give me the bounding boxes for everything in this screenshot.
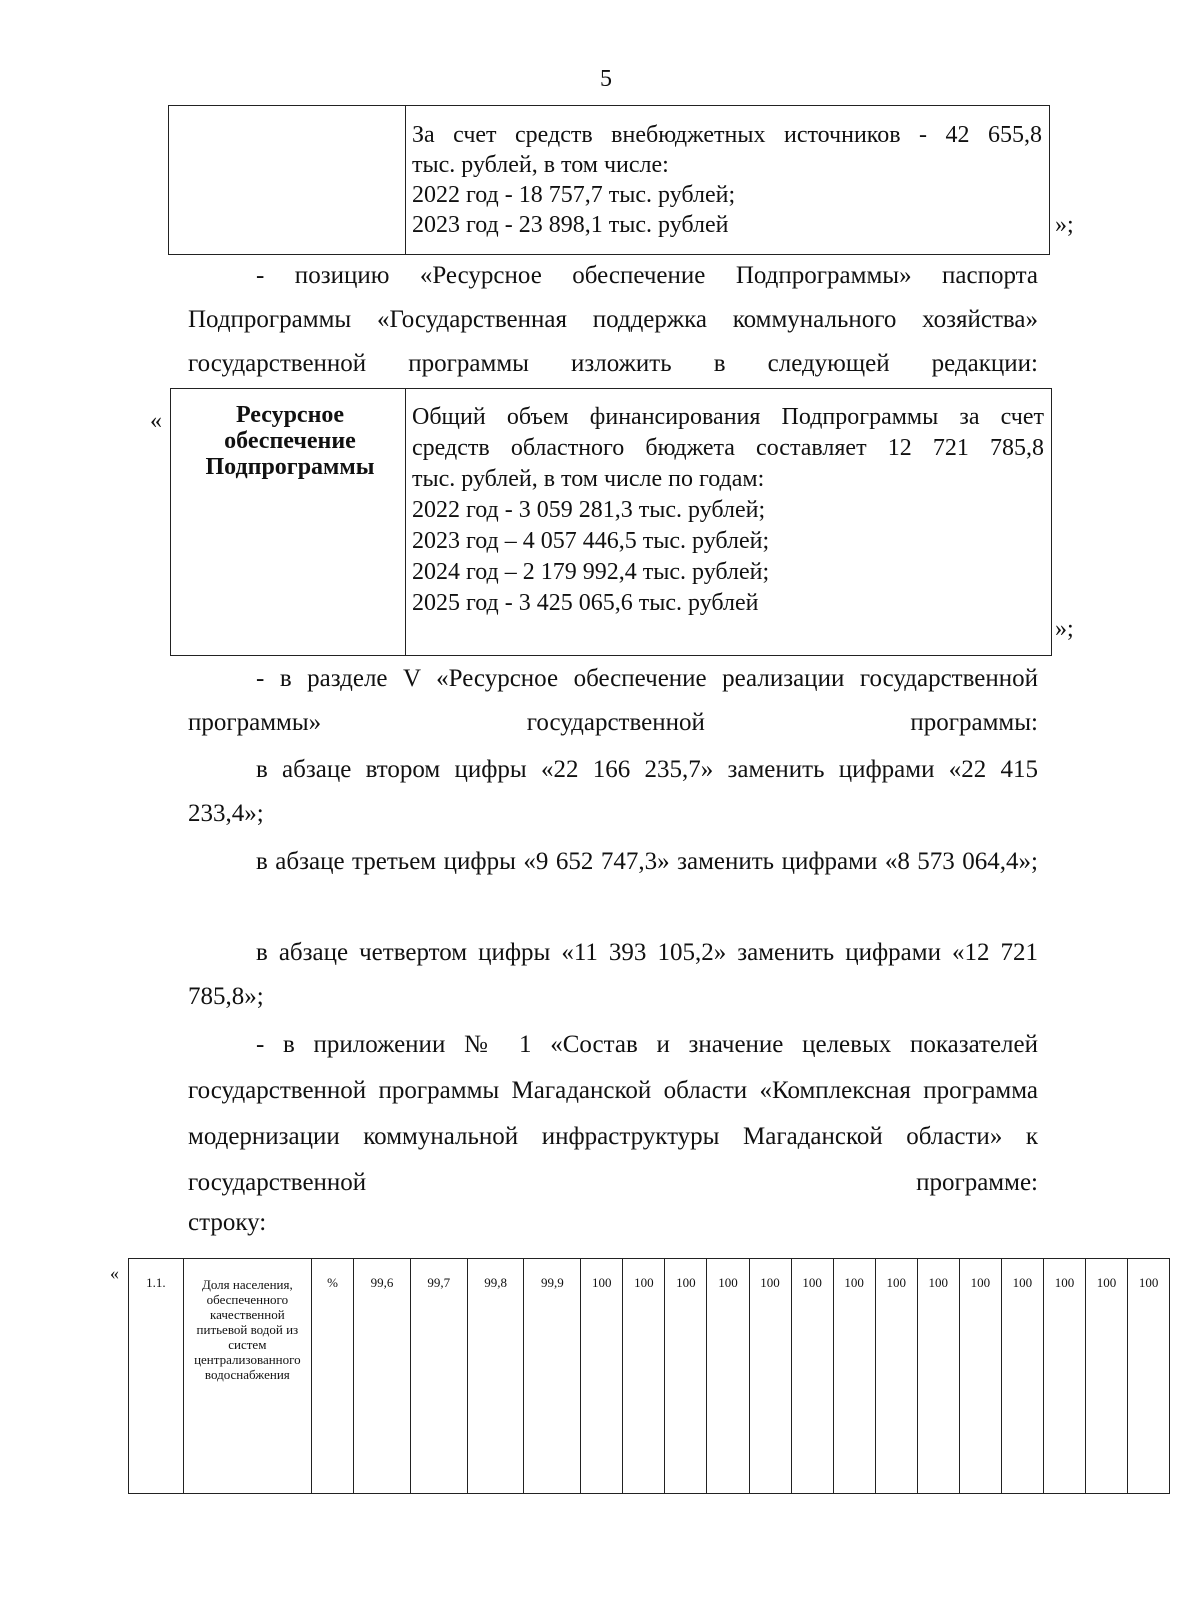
value-cell: 100 xyxy=(875,1259,917,1494)
paragraph-row: строку: xyxy=(188,1209,267,1236)
text-line: 2023 год – 4 057 446,5 тыс. рублей; xyxy=(412,528,770,554)
box-divider xyxy=(405,388,406,656)
close-quote: »; xyxy=(1055,212,1074,238)
value-cell: 100 xyxy=(581,1259,623,1494)
text-line: 2022 год - 18 757,7 тыс. рублей; xyxy=(412,182,736,208)
paragraph-appendix: - в приложении № 1 «Состав и значение целевых показателей государственной программы Магаданской области «Комплексная программа модернизации коммунальной инфраструктуры Магаданской области» к государственной программе: xyxy=(188,1031,1038,1196)
unit: % xyxy=(312,1259,354,1494)
text-line: тыс. рублей, в том числе: xyxy=(412,152,669,178)
text-line: 2022 год - 3 059 281,3 тыс. рублей; xyxy=(412,497,766,523)
value-cell: 100 xyxy=(707,1259,749,1494)
text-line: средств областного бюджета составляет 12 721 785,8 xyxy=(412,435,1044,461)
extrabudget-text xyxy=(412,120,1042,240)
paragraph-abzac-3: в абзаце третьем цифры «9 652 747,3» заменить цифрами «8 573 064,4»; xyxy=(256,848,1038,875)
value-cell: 100 xyxy=(1001,1259,1043,1494)
value-cell: 100 xyxy=(623,1259,665,1494)
resource-title: Ресурсное обеспечение Подпрограммы xyxy=(205,402,375,480)
row-number: 1.1. xyxy=(129,1259,184,1494)
value-cell: 100 xyxy=(959,1259,1001,1494)
value-cell: 100 xyxy=(749,1259,791,1494)
value-cell: 100 xyxy=(1043,1259,1085,1494)
subprogram-financing-text xyxy=(412,402,1044,619)
text-line: тыс. рублей, в том числе по годам: xyxy=(412,466,765,492)
text-line: 2024 год – 2 179 992,4 тыс. рублей; xyxy=(412,559,770,585)
text-line: 2023 год - 23 898,1 тыс. рублей xyxy=(412,212,729,238)
value-cell: 100 xyxy=(791,1259,833,1494)
text-line: За счет средств внебюджетных источников - 42 655,8 xyxy=(412,122,1042,148)
value-cell: 100 xyxy=(1086,1259,1128,1494)
value-cell: 99,7 xyxy=(410,1259,467,1494)
box-divider xyxy=(405,105,406,255)
close-quote: »; xyxy=(1055,616,1074,642)
paragraph-abzac-2: в абзаце втором цифры «22 166 235,7» заменить цифрами «22 415 233,4»; xyxy=(188,756,1038,827)
text-line: Общий объем финансирования Подпрограммы за счет xyxy=(412,404,1044,430)
open-quote: « xyxy=(110,1263,119,1283)
indicator-name: Доля населения, обеспеченного качественной питьевой водой из систем централизованного водоснабжения xyxy=(183,1259,311,1494)
table-row xyxy=(129,1259,1200,1494)
paragraph-position: - позицию «Ресурсное обеспечение Подпрограммы» паспорта Подпрограммы «Государственная поддержка коммунального хозяйства» государственной программы изложить в следующей редакции: xyxy=(188,262,1038,377)
value-cell: 99,8 xyxy=(467,1259,524,1494)
value-cell: 100 xyxy=(665,1259,707,1494)
value-cell: 100 xyxy=(833,1259,875,1494)
open-quote: « xyxy=(150,408,162,434)
text-line: 2025 год - 3 425 065,6 тыс. рублей xyxy=(412,590,759,616)
value-cell: 100 xyxy=(1128,1259,1170,1494)
page-number: 5 xyxy=(600,66,612,92)
paragraph-section-v: - в разделе V «Ресурсное обеспечение реализации государственной программы» государственной программы: xyxy=(188,665,1038,736)
indicator-table xyxy=(128,1258,1200,1494)
value-cell: 99,6 xyxy=(354,1259,411,1494)
paragraph-abzac-4: в абзаце четвертом цифры «11 393 105,2» заменить цифрами «12 721 785,8»; xyxy=(188,939,1038,1010)
value-cell: 100 xyxy=(917,1259,959,1494)
value-cell: 99,9 xyxy=(524,1259,581,1494)
